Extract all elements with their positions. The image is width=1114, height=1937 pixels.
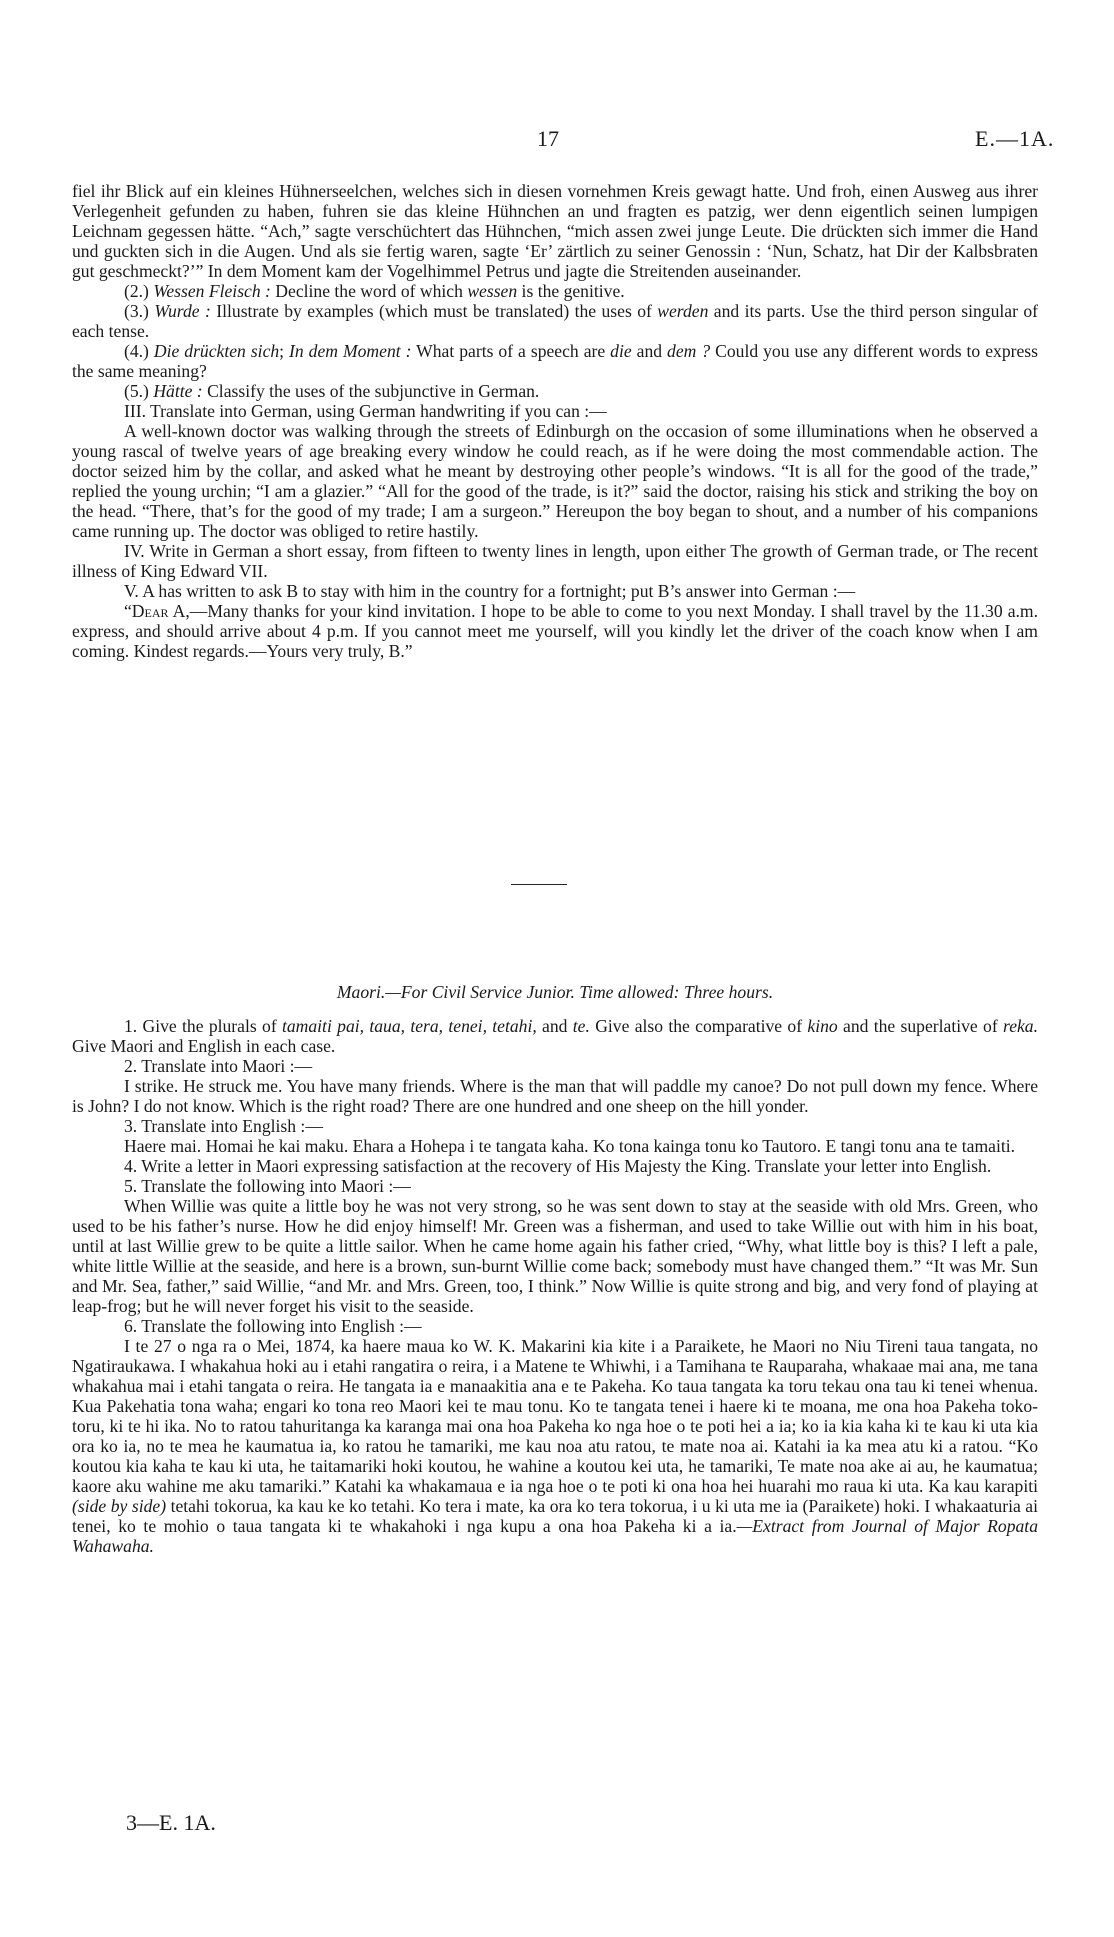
maori-question-3: 3. Translate into English :— [124, 1116, 323, 1136]
question-text: and [536, 1016, 573, 1036]
question-3 [72, 301, 1038, 341]
maori-question-6-passage [72, 1336, 1038, 1556]
passage-gloss: (side by side) [72, 1496, 167, 1516]
question-term: die [610, 341, 632, 361]
passage-text: I te 27 o nga ra o Mei, 1874, ka haere maua ko W. K. Makarini kia kite i a Paraikete, he Maori no Niu Tireni taua tangata, no Ngatiraukawa. I whakahua hoki au i etahi rangatira o reira, i a Matene te Whiwhi, i a Tamihana te Rauparaha, whakaae mai ana, me tana whakahua mai i etahi tangata o reira. He tangata ia e manaakitia ana e te Pakeha. Ko taua tangata ka toru tekau ona tau ki tenei whenua. Kua Pakehatia tona waha; engari ko tona reo Maori kei te mau tonu. Ko te tangata tenei i haere ki te moana, me ona hoa Pakeha toko-toru, ki te hi ika. No to ratou tahuritanga ka karanga mai ona hoa Pakeha ko nga hoe o te poti hei a ia; ko ia kia kaha ki te kau ki uta kia ora ko ia, no te mea he kaumatua ia, ko ratou he tamariki, me kau noa atu ratou, te mate noa ai. Katahi ia ka mea atu ki a ratou. “Ko koutou kia kaha te kau ki uta, he taitamariki hoki koutou, he wahine a koutou kei uta, he tamariki, Te mate noa ake ai au, he kaumatua; kaore aku wahine me aku tamariki.” Katahi ka whakamaua e ia nga hoe o te poti ki ona hoa hei huarahi mo raua ki uta. Ka kau karapiti [72, 1336, 1038, 1496]
maori-question-5: 5. Translate the following into Maori :— [124, 1176, 411, 1196]
question-text: Decline the word of which [270, 281, 468, 301]
letter-text: A,—Many thanks for your kind invitation. I hope to be able to come to you next Monday. I shall travel by the 11.30 a.m. express, and should arrive about 4 p.m. If you cannot meet me yourself, will you kindly let the driver of the coach know when I am coming. Kindest regards.—Yours very truly, B.” [72, 601, 1038, 661]
question-term: Wessen Fleisch : [153, 281, 271, 301]
maori-question-3-passage: Haere mai. Homai he kai maku. Ehara a Hohepa i te tangata kaha. Ko tona kainga tonu ko Tautoro. E tangi tonu ana te tamaiti. [124, 1136, 1016, 1156]
question-term: dem ? [667, 341, 711, 361]
question-term: werden [657, 301, 709, 321]
question-III-passage: A well-known doctor was walking through the streets of Edinburgh on the occasion of some illuminations when he observed a young rascal of twelve years of age breaking every window he could reach, as if he were doing the most commendable action. The doctor seized him by the collar, and asked what he meant by destroying other people’s windows. “It is all for the good of the trade,” replied the young urchin; “I am a glazier.” “All for the good of the trade, is it?” said the doctor, raising his stick and striking the boy on the head. “There, that’s for the good of my trade; I am a surgeon.” Hereupon the boy began to shout, and a number of his companions came running up. The doctor was obliged to retire hastily. [72, 421, 1038, 541]
german-passage: fiel ihr Blick auf ein kleines Hühnerseelchen, welches sich in diesen vornehmen Kreis gewagt hatte. Und froh, einen Ausweg aus ihrer Verlegenheit gefunden zu haben, fuhren sie das kleine Hühnchen an und fragten es patzig, wer denn eigentlich seinen lumpigen Leichnam gegessen hätte. “Ach,” sagte verschüchtert das Hühnchen, “mich assen zwei junge Leute. Die drückten sich immer die Hand und guckten sich in die Augen. Und als sie fertig waren, sagte ‘Er’ zärtlich zu seiner Genossin : ‘Nun, Schatz, hat Dir der Kalbsbraten gut geschmeckt?’” In dem Moment kam der Vogelhimmel Petrus und jagte die Streitenden auseinander. [72, 181, 1038, 281]
maori-question-1 [72, 1016, 1038, 1056]
maori-question-6: 6. Translate the following into English :— [124, 1316, 422, 1336]
question-text: and its parts. Use the third person singular of each tense. [72, 301, 1038, 341]
question-text: What parts of a speech are [411, 341, 611, 361]
question-text: 1. Give the plurals of [124, 1016, 282, 1036]
question-term: kino [807, 1016, 838, 1036]
german-section [72, 181, 1038, 661]
question-text: Give also the comparative of [589, 1016, 808, 1036]
footer-signature: 3—E. 1A. [126, 1810, 216, 1835]
maori-question-2-passage: I strike. He struck me. You have many friends. Where is the man that will paddle my canoe? Do not pull down my fence. Where is John? I do not know. Which is the right road? There are one hundred and one sheep on the hill yonder. [72, 1076, 1038, 1116]
question-number: (5.) [124, 381, 154, 401]
question-5 [72, 381, 1038, 401]
passage-text: tetahi tokorua, ka kau ke ko tetahi. Ko tera i mate, ka ora ko tera tokorua, i u ki uta me ia (Paraikete) hoki. I whakaaturia ai tenei, ko te mohio o taua tangata ki te whakahoki i nga kupu a ona hoa Pakeha ki a ia. [72, 1496, 1038, 1536]
question-text: and the superlative of [837, 1016, 1003, 1036]
question-III: III. Translate into German, using German handwriting if you can :— [124, 401, 607, 421]
maori-section [72, 982, 1038, 1556]
maori-question-5-passage: When Willie was quite a little boy he was not very strong, so he was sent down to stay at the seaside with old Mrs. Green, who used to be his father’s nurse. How he did enjoy himself! Mr. Green was a fisherman, and used to take Willie out with him in his boat, until at last Willie grew to be quite a little sailor. When he came home again his father cried, “Why, what little boy is this? I left a pale, white little Willie at the seaside, and here is a brown, sun-burnt Willie come back; somebody must have changed them.” “It was Mr. Sun and Mr. Sea, father,” said Willie, “and Mr. and Mrs. Green, too, I think.” Now Willie is quite strong and big, and very fond of playing at leap-frog; but he will never forget his visit to the seaside. [72, 1196, 1038, 1316]
question-term: tamaiti pai, taua, tera, tenei, tetahi, [281, 1016, 537, 1036]
question-number: (4.) [124, 341, 154, 361]
question-text: is the genitive. [517, 281, 625, 301]
question-number: (3.) [124, 301, 155, 321]
question-text: Could you use any different words to express the same meaning? [72, 341, 1038, 381]
maori-question-4: 4. Write a letter in Maori expressing satisfaction at the recovery of His Majesty the King. Translate your letter into English. [124, 1156, 992, 1176]
section-divider [511, 884, 567, 885]
question-text: ; [279, 341, 290, 361]
letter-salutation: “Dear [124, 601, 169, 621]
question-IV: IV. Write in German a short essay, from fifteen to twenty lines in length, upon either The growth of German trade, or The recent illness of King Edward VII. [72, 541, 1038, 581]
question-text: Classify the uses of the subjunctive in German. [202, 381, 540, 401]
maori-question-2: 2. Translate into Maori :— [124, 1056, 313, 1076]
question-V: V. A has written to ask B to stay with him in the country for a fortnight; put B’s answer into German :— [124, 581, 856, 601]
question-text: Give Maori and English in each case. [72, 1036, 336, 1056]
page-number: 17 [537, 126, 559, 151]
question-term: te. [572, 1016, 590, 1036]
question-term: Wurde : [154, 301, 211, 321]
passage-source: —Extract from Journal of Major Ropata Wahawaha. [72, 1516, 1038, 1556]
question-term: Hätte : [153, 381, 203, 401]
question-text: Illustrate by examples (which must be translated) the uses of [210, 301, 658, 321]
page-header [0, 126, 1114, 156]
document-reference: E.—1A. [975, 126, 1055, 151]
question-term: wessen [467, 281, 518, 301]
letter-passage [72, 601, 1038, 661]
question-2 [72, 281, 1038, 301]
question-text: and [631, 341, 668, 361]
question-term: In dem Moment : [289, 341, 412, 361]
question-number: (2.) [124, 281, 154, 301]
question-term: reka. [1003, 1016, 1039, 1036]
question-4 [72, 341, 1038, 381]
question-term: Die drückten sich [153, 341, 280, 361]
section-heading: Maori.—For Civil Service Junior. Time allowed: Three hours. [336, 982, 774, 1002]
